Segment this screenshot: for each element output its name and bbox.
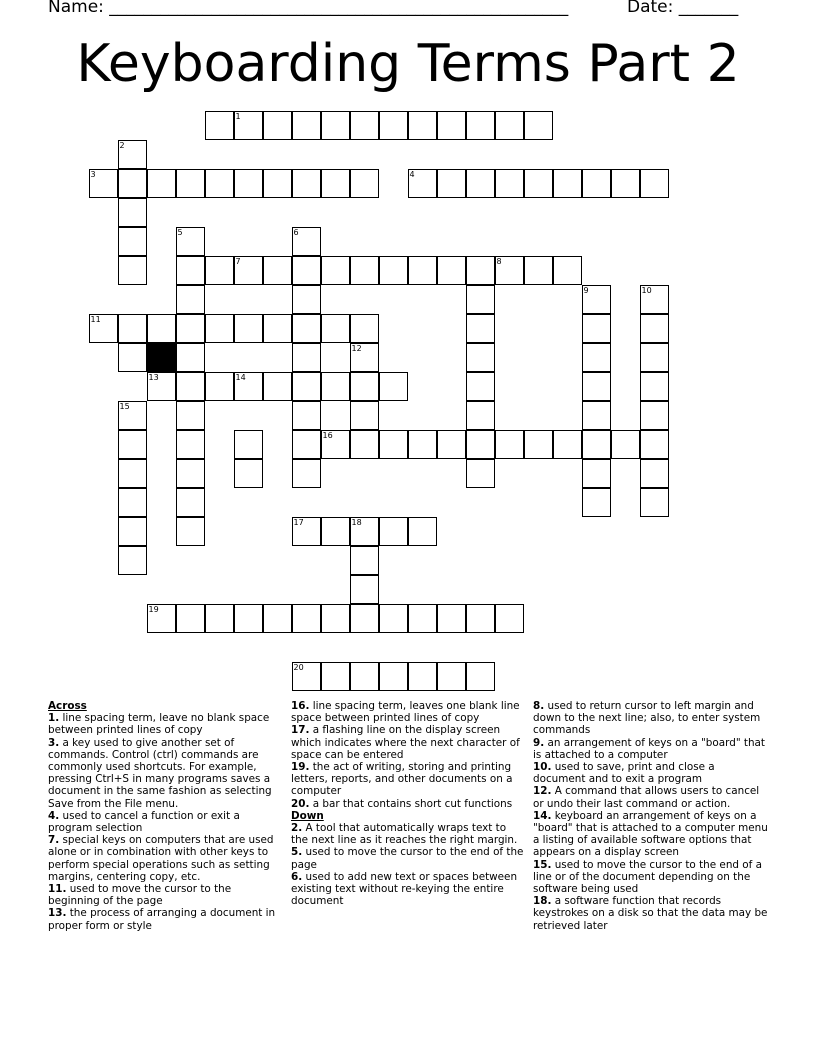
grid-cell[interactable] xyxy=(408,430,437,459)
grid-cell[interactable] xyxy=(466,372,495,401)
grid-cell[interactable] xyxy=(118,430,147,459)
grid-cell[interactable] xyxy=(466,662,495,691)
grid-cell[interactable] xyxy=(292,169,321,198)
clue-item-text: used to move the cursor to the beginning of the page xyxy=(48,883,232,908)
grid-cell[interactable] xyxy=(176,285,205,314)
clue-item-number: 18. xyxy=(533,895,552,908)
grid-cell[interactable] xyxy=(321,314,350,343)
clue-item-text: used to return cursor to left margin and down to the next line; also, to enter system commands xyxy=(533,700,761,737)
clue-item-text: a key used to give another set of commands. Control (ctrl) commands are commonly used shortcuts. For example, pressing Ctrl+S in many programs saves a document in the same fashion as selecting Save from the File menu. xyxy=(48,736,272,810)
grid-cell[interactable] xyxy=(234,169,263,198)
grid-cell[interactable] xyxy=(350,430,379,459)
grid-cell[interactable] xyxy=(292,285,321,314)
grid-cell[interactable] xyxy=(582,285,611,314)
clue-item xyxy=(291,761,526,798)
grid-cell[interactable] xyxy=(437,256,466,285)
clue-item xyxy=(48,907,284,931)
grid-cell[interactable] xyxy=(118,459,147,488)
grid-cell[interactable] xyxy=(379,111,408,140)
grid-cell[interactable] xyxy=(263,314,292,343)
grid-cell[interactable] xyxy=(466,604,495,633)
grid-cell[interactable] xyxy=(611,169,640,198)
grid-cell[interactable] xyxy=(379,604,408,633)
clues-column-1 xyxy=(48,700,284,932)
grid-cell[interactable] xyxy=(466,401,495,430)
grid-cell[interactable] xyxy=(263,604,292,633)
grid-cell[interactable] xyxy=(640,314,669,343)
grid-cell[interactable] xyxy=(408,169,437,198)
grid-cell[interactable] xyxy=(118,256,147,285)
clue-item-text: line spacing term, leave no blank space between printed lines of copy xyxy=(48,712,270,737)
grid-cell[interactable] xyxy=(292,256,321,285)
grid-cell[interactable] xyxy=(205,111,234,140)
clue-number: 11 xyxy=(90,314,101,324)
across-heading: Across xyxy=(48,700,87,712)
grid-cell[interactable] xyxy=(408,111,437,140)
grid-cell[interactable] xyxy=(118,517,147,546)
grid-cell[interactable] xyxy=(640,169,669,198)
grid-cell[interactable] xyxy=(147,372,176,401)
clue-number: 20 xyxy=(293,662,304,672)
grid-cell[interactable] xyxy=(234,372,263,401)
clue-number: 2 xyxy=(119,140,125,150)
clue-item-text: used to save, print and close a document and to exit a program xyxy=(533,761,715,786)
grid-cell[interactable] xyxy=(466,430,495,459)
grid-cell[interactable] xyxy=(350,604,379,633)
clue-item-number: 9. xyxy=(533,736,545,749)
grid-cell[interactable] xyxy=(292,343,321,372)
grid-cell[interactable] xyxy=(640,430,669,459)
clue-number: 12 xyxy=(351,343,362,353)
grid-cell[interactable] xyxy=(292,227,321,256)
clue-item-number: 13. xyxy=(48,907,67,920)
clue-item xyxy=(533,895,769,932)
clue-item xyxy=(291,871,526,908)
grid-cell[interactable] xyxy=(234,256,263,285)
grid-cell[interactable] xyxy=(437,169,466,198)
grid-cell[interactable] xyxy=(553,256,582,285)
grid-cell[interactable] xyxy=(524,111,553,140)
grid-cell[interactable] xyxy=(321,662,350,691)
clue-item xyxy=(48,737,284,810)
clue-number: 6 xyxy=(293,227,299,237)
clue-item-number: 4. xyxy=(48,809,60,822)
date-field: Date: _______ xyxy=(627,0,739,17)
grid-cell[interactable] xyxy=(176,430,205,459)
grid-cell[interactable] xyxy=(205,169,234,198)
grid-cell[interactable] xyxy=(582,430,611,459)
grid-cell[interactable] xyxy=(118,198,147,227)
grid-cell[interactable] xyxy=(408,604,437,633)
grid-cell[interactable] xyxy=(437,111,466,140)
grid-cell[interactable] xyxy=(582,372,611,401)
grid-cell[interactable] xyxy=(611,430,640,459)
clue-item-number: 11. xyxy=(48,883,67,896)
black-cell xyxy=(147,343,176,372)
grid-cell[interactable] xyxy=(640,401,669,430)
grid-cell[interactable] xyxy=(263,372,292,401)
grid-cell[interactable] xyxy=(292,111,321,140)
page-title: Keyboarding Terms Part 2 xyxy=(76,34,740,94)
clue-number: 17 xyxy=(293,517,304,527)
grid-cell[interactable] xyxy=(350,401,379,430)
clue-item xyxy=(533,737,769,761)
grid-cell[interactable] xyxy=(582,488,611,517)
grid-cell[interactable] xyxy=(350,111,379,140)
grid-cell[interactable] xyxy=(118,546,147,575)
grid-cell[interactable] xyxy=(176,401,205,430)
grid-cell[interactable] xyxy=(495,169,524,198)
grid-cell[interactable] xyxy=(466,111,495,140)
grid-cell[interactable] xyxy=(176,459,205,488)
clue-item-text: used to move the cursor to the end of a line or of the document depending on the software being used xyxy=(533,858,762,896)
grid-cell[interactable] xyxy=(147,169,176,198)
grid-cell[interactable] xyxy=(466,256,495,285)
grid-cell[interactable] xyxy=(640,459,669,488)
grid-cell[interactable] xyxy=(321,604,350,633)
clue-item-number: 7. xyxy=(48,834,60,847)
grid-cell[interactable] xyxy=(495,430,524,459)
down-heading: Down xyxy=(291,809,324,822)
clue-number: 14 xyxy=(235,372,246,382)
grid-cell[interactable] xyxy=(582,169,611,198)
grid-cell[interactable] xyxy=(205,604,234,633)
clue-item xyxy=(291,798,526,810)
clue-item xyxy=(48,834,284,883)
grid-cell[interactable] xyxy=(234,111,263,140)
grid-cell[interactable] xyxy=(350,314,379,343)
grid-cell[interactable] xyxy=(495,256,524,285)
grid-cell[interactable] xyxy=(321,517,350,546)
grid-cell[interactable] xyxy=(437,662,466,691)
clue-item xyxy=(533,700,769,737)
clue-number: 1 xyxy=(235,111,241,121)
grid-cell[interactable] xyxy=(408,662,437,691)
clues-column-2 xyxy=(291,700,526,907)
grid-cell[interactable] xyxy=(524,430,553,459)
grid-cell[interactable] xyxy=(321,169,350,198)
grid-cell[interactable] xyxy=(118,140,147,169)
clue-item-text: a bar that contains short cut functions xyxy=(309,797,513,810)
grid-cell[interactable] xyxy=(147,604,176,633)
grid-cell[interactable] xyxy=(292,372,321,401)
clue-item-number: 16. xyxy=(291,700,310,712)
grid-cell[interactable] xyxy=(263,169,292,198)
grid-cell[interactable] xyxy=(292,662,321,691)
grid-cell[interactable] xyxy=(118,343,147,372)
grid-cell[interactable] xyxy=(176,314,205,343)
grid-cell[interactable] xyxy=(379,517,408,546)
grid-cell[interactable] xyxy=(292,401,321,430)
grid-cell[interactable] xyxy=(350,169,379,198)
clue-item-number: 3. xyxy=(48,736,60,749)
grid-cell[interactable] xyxy=(292,604,321,633)
grid-cell[interactable] xyxy=(553,169,582,198)
grid-cell[interactable] xyxy=(205,314,234,343)
grid-cell[interactable] xyxy=(350,575,379,604)
grid-cell[interactable] xyxy=(89,314,118,343)
grid-cell[interactable] xyxy=(176,227,205,256)
grid-cell[interactable] xyxy=(640,285,669,314)
clue-item xyxy=(533,785,769,809)
grid-cell[interactable] xyxy=(321,111,350,140)
clue-item-number: 14. xyxy=(533,809,552,822)
grid-cell[interactable] xyxy=(292,517,321,546)
clue-item-number: 15. xyxy=(533,858,552,871)
grid-cell[interactable] xyxy=(640,372,669,401)
grid-cell[interactable] xyxy=(466,459,495,488)
clue-number: 15 xyxy=(119,401,130,411)
grid-cell[interactable] xyxy=(379,662,408,691)
grid-cell[interactable] xyxy=(437,604,466,633)
clue-item-number: 1. xyxy=(48,712,60,725)
grid-cell[interactable] xyxy=(176,517,205,546)
name-field: Name: ______________________________________________________ xyxy=(48,0,569,17)
grid-cell[interactable] xyxy=(379,430,408,459)
clue-item-text: A command that allows users to cancel or undo their last command or action. xyxy=(533,785,760,810)
clue-item-text: an arrangement of keys on a "board" that is attached to a computer xyxy=(533,736,765,761)
clue-item-number: 6. xyxy=(291,870,303,883)
grid-cell[interactable] xyxy=(176,256,205,285)
grid-cell[interactable] xyxy=(350,517,379,546)
grid-cell[interactable] xyxy=(553,430,582,459)
clues-column-3 xyxy=(533,700,769,932)
grid-cell[interactable] xyxy=(582,459,611,488)
clue-number: 5 xyxy=(177,227,183,237)
grid-cell[interactable] xyxy=(321,430,350,459)
clue-item xyxy=(291,846,526,870)
clue-item-text: a flashing line on the display screen which indicates where the next character of space can be entered xyxy=(291,724,520,761)
grid-cell[interactable] xyxy=(176,488,205,517)
grid-cell[interactable] xyxy=(292,459,321,488)
grid-cell[interactable] xyxy=(118,169,147,198)
grid-cell[interactable] xyxy=(321,372,350,401)
clue-item-number: 2. xyxy=(291,822,303,835)
clue-number: 3 xyxy=(90,169,96,179)
grid-cell[interactable] xyxy=(292,314,321,343)
clue-item-number: 10. xyxy=(533,761,552,774)
grid-cell[interactable] xyxy=(495,604,524,633)
grid-cell[interactable] xyxy=(495,111,524,140)
clue-item xyxy=(533,761,769,785)
grid-cell[interactable] xyxy=(176,372,205,401)
clue-item xyxy=(48,810,284,834)
grid-cell[interactable] xyxy=(437,430,466,459)
grid-cell[interactable] xyxy=(350,343,379,372)
grid-cell[interactable] xyxy=(466,285,495,314)
grid-cell[interactable] xyxy=(147,314,176,343)
clue-number: 19 xyxy=(148,604,159,614)
clue-number: 18 xyxy=(351,517,362,527)
grid-cell[interactable] xyxy=(350,662,379,691)
grid-cell[interactable] xyxy=(524,256,553,285)
clue-item-text: keyboard an arrangement of keys on a "board" that is attached to a computer menu a listing of available software options that appears on a display screen xyxy=(533,809,768,859)
grid-cell[interactable] xyxy=(234,430,263,459)
grid-cell[interactable] xyxy=(466,343,495,372)
grid-cell[interactable] xyxy=(263,256,292,285)
grid-cell[interactable] xyxy=(205,372,234,401)
clue-item-number: 5. xyxy=(291,846,303,859)
grid-cell[interactable] xyxy=(292,430,321,459)
grid-cell[interactable] xyxy=(350,546,379,575)
clue-number: 7 xyxy=(235,256,241,266)
grid-cell[interactable] xyxy=(350,256,379,285)
clue-item-number: 20. xyxy=(291,797,310,810)
grid-cell[interactable] xyxy=(582,343,611,372)
clue-item-number: 17. xyxy=(291,724,310,737)
clue-item xyxy=(48,712,284,736)
clue-item-text: line spacing term, leaves one blank line space between printed lines of copy xyxy=(291,700,520,725)
grid-cell[interactable] xyxy=(118,401,147,430)
grid-cell[interactable] xyxy=(176,169,205,198)
grid-cell[interactable] xyxy=(205,256,234,285)
grid-cell[interactable] xyxy=(176,604,205,633)
clue-item xyxy=(291,724,526,761)
grid-cell[interactable] xyxy=(234,314,263,343)
clue-number: 13 xyxy=(148,372,159,382)
clue-item xyxy=(291,700,526,724)
grid-cell[interactable] xyxy=(118,314,147,343)
clue-item xyxy=(533,810,769,859)
grid-cell[interactable] xyxy=(640,343,669,372)
grid-cell[interactable] xyxy=(89,169,118,198)
clue-item-text: used to add new text or spaces between existing text without re-keying the entire document xyxy=(291,870,518,908)
grid-cell[interactable] xyxy=(234,604,263,633)
clue-number: 8 xyxy=(496,256,502,266)
clue-item-text: special keys on computers that are used alone or in combination with other keys to perform special operations such as setting margins, centering copy, etc. xyxy=(48,834,274,883)
grid-cell[interactable] xyxy=(524,169,553,198)
clue-item-text: the process of arranging a document in proper form or style xyxy=(48,907,276,932)
clue-item xyxy=(533,859,769,896)
clue-item-text: used to move the cursor to the end of the page xyxy=(291,846,524,871)
grid-cell[interactable] xyxy=(640,488,669,517)
grid-cell[interactable] xyxy=(466,314,495,343)
clue-item-text: the act of writing, storing and printing letters, reports, and other documents on a computer xyxy=(291,761,513,798)
clue-number: 10 xyxy=(641,285,652,295)
grid-cell[interactable] xyxy=(350,372,379,401)
clue-number: 4 xyxy=(409,169,415,179)
grid-cell[interactable] xyxy=(408,256,437,285)
grid-cell[interactable] xyxy=(321,256,350,285)
clue-item-text: A tool that automatically wraps text to the next line as it reaches the right margin. xyxy=(291,822,518,847)
grid-cell[interactable] xyxy=(582,401,611,430)
clue-number: 9 xyxy=(583,285,589,295)
grid-cell[interactable] xyxy=(118,227,147,256)
grid-cell[interactable] xyxy=(466,169,495,198)
clue-item xyxy=(291,822,526,846)
clue-item-number: 12. xyxy=(533,785,552,798)
grid-cell[interactable] xyxy=(176,343,205,372)
grid-cell[interactable] xyxy=(582,314,611,343)
clue-item-text: a software function that records keystrokes on a disk so that the data may be retrieved later xyxy=(533,895,768,932)
grid-cell[interactable] xyxy=(408,517,437,546)
grid-cell[interactable] xyxy=(379,256,408,285)
clue-item-text: used to cancel a function or exit a program selection xyxy=(48,809,240,835)
clue-item-number: 8. xyxy=(533,700,545,712)
grid-cell[interactable] xyxy=(234,459,263,488)
clue-number: 16 xyxy=(322,430,333,440)
clue-item xyxy=(48,883,284,907)
clue-item-number: 19. xyxy=(291,761,310,774)
grid-cell[interactable] xyxy=(118,488,147,517)
grid-cell[interactable] xyxy=(379,372,408,401)
grid-cell[interactable] xyxy=(263,111,292,140)
